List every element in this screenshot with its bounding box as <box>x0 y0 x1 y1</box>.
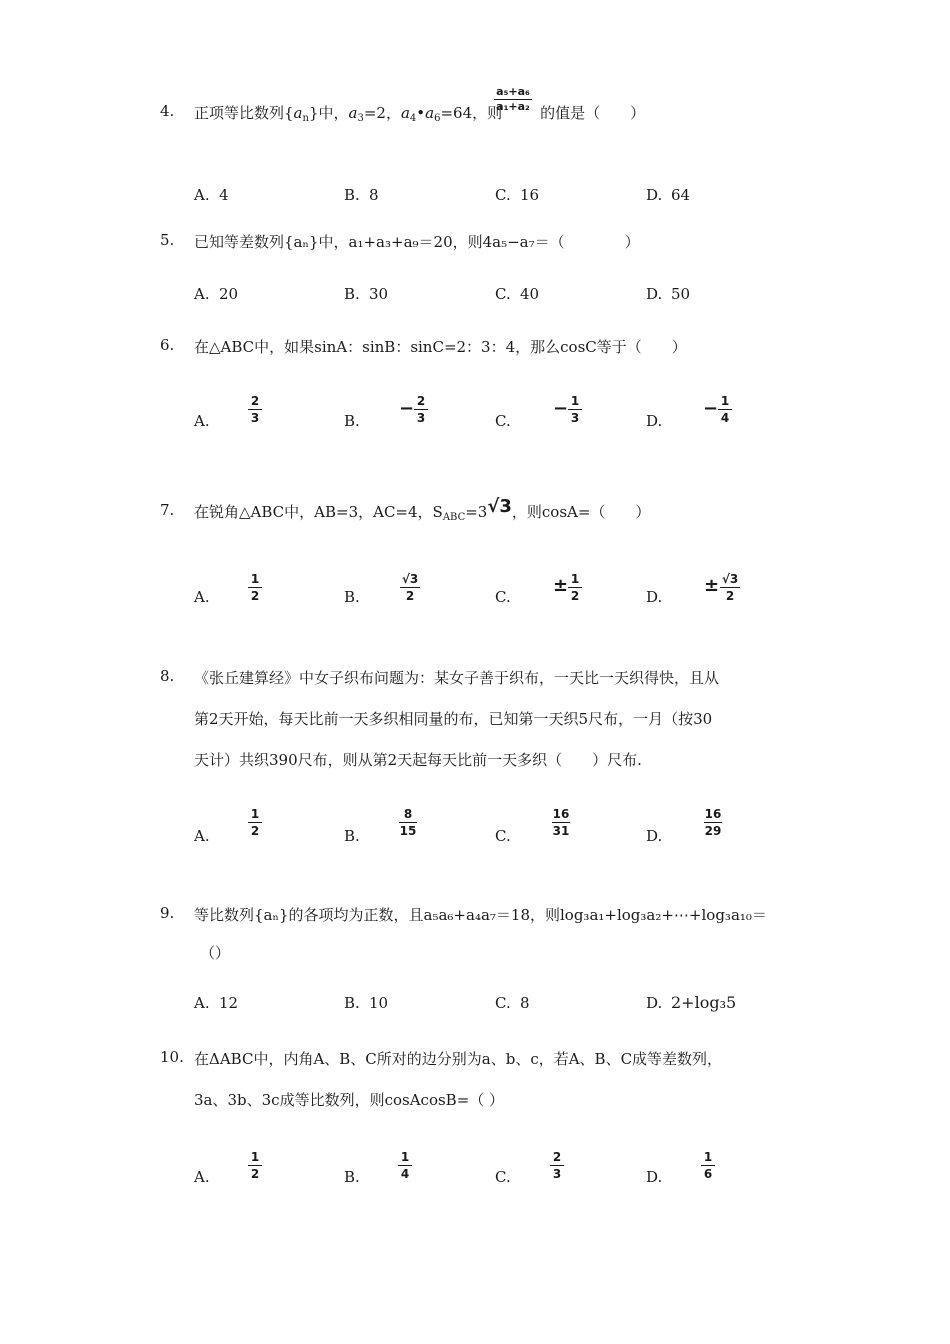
option-a[interactable] <box>194 1136 344 1186</box>
fraction-numerator: 8 <box>403 807 413 821</box>
option-value: 50 <box>671 285 691 303</box>
option-value: 10 <box>369 994 389 1012</box>
option-d[interactable] <box>646 253 796 303</box>
option-label: A. <box>194 994 210 1012</box>
fraction-numerator: 1 <box>570 572 580 586</box>
option-label: A. <box>194 186 210 204</box>
stem-line-1: 在ΔABC中，内角A、B、C所对的边分别为a、b、c，若A、B、C成等差数列， <box>194 1050 723 1068</box>
option-value: 8 <box>369 186 379 204</box>
option-label: B. <box>344 827 360 845</box>
question-number: 9. <box>160 904 175 922</box>
option-c[interactable] <box>495 962 645 1012</box>
plus-minus-sign: ± <box>704 575 720 596</box>
fraction-denominator: 2 <box>725 589 735 603</box>
stem-text: }中， <box>308 104 349 122</box>
plus-minus-sign: ± <box>553 575 569 596</box>
question-stem: 已知等差数列{aₙ}中，a₁+a₃+a₉＝20，则4a₅−a₇＝（ ） <box>194 233 640 251</box>
option-c[interactable] <box>495 253 645 303</box>
option-b[interactable] <box>344 962 494 1012</box>
option-a[interactable] <box>194 962 344 1012</box>
option-fraction <box>718 394 732 425</box>
fraction-numerator: 1 <box>250 1150 260 1164</box>
option-c[interactable] <box>495 380 645 430</box>
fraction-bar <box>248 409 262 410</box>
stem-text: 正项等比数列{ <box>194 104 294 122</box>
option-d[interactable] <box>646 962 796 1012</box>
option-fraction <box>568 394 582 425</box>
stem-var: a <box>348 104 358 122</box>
fraction-denominator: 2 <box>250 589 260 603</box>
option-a[interactable] <box>194 253 344 303</box>
stem-text: =2， <box>363 104 401 122</box>
fraction-bar <box>399 822 417 823</box>
question-stem <box>194 496 651 523</box>
fraction-numerator: 2 <box>250 394 260 408</box>
stem-var: a <box>400 104 410 122</box>
fraction-denominator: 3 <box>552 1167 562 1181</box>
fraction-bar <box>248 587 262 588</box>
option-d[interactable] <box>646 556 796 606</box>
stem-sub: 6 <box>434 113 441 124</box>
fraction-numerator: 1 <box>250 807 260 821</box>
fraction-bar <box>414 409 428 410</box>
stem-text: ，则cosA=（ ） <box>511 503 651 521</box>
stem-text: 在锐角△ABC中，AB=3，AC=4，S <box>194 503 443 521</box>
stem-text: =3 <box>465 503 488 521</box>
fraction-bar <box>398 1165 412 1166</box>
fraction-denominator: 3 <box>416 411 426 425</box>
minus-sign: − <box>553 398 569 419</box>
fraction-bar <box>400 587 420 588</box>
option-label: C. <box>495 186 511 204</box>
option-fraction <box>550 1150 564 1181</box>
question-stem: 在△ABC中，如果sinA：sinB：sinC=2：3：4，那么cosC等于（ ） <box>194 338 687 356</box>
stem-fraction <box>494 86 532 113</box>
option-label: A. <box>194 1168 210 1186</box>
stem-sub: n <box>302 113 309 124</box>
option-c[interactable] <box>495 1136 645 1186</box>
fraction-denominator: 2 <box>250 1167 260 1181</box>
option-a[interactable] <box>194 795 344 845</box>
fraction-denominator: 31 <box>552 824 570 838</box>
option-fraction <box>568 572 582 603</box>
option-a[interactable] <box>194 380 344 430</box>
option-label: B. <box>344 588 360 606</box>
fraction-denominator: 15 <box>399 824 417 838</box>
option-b[interactable] <box>344 154 494 204</box>
question-number: 6. <box>160 336 175 354</box>
option-fraction <box>701 1150 715 1181</box>
question-number: 7. <box>160 501 175 519</box>
option-label: D. <box>646 1168 663 1186</box>
option-value: 16 <box>520 186 540 204</box>
option-b[interactable] <box>344 795 494 845</box>
option-label: A. <box>194 285 210 303</box>
fraction-denominator: a₁+a₂ <box>496 100 530 113</box>
options <box>194 380 754 430</box>
fraction-bar <box>248 1165 262 1166</box>
stem-var: a <box>293 104 303 122</box>
fraction-numerator: √3 <box>721 572 739 586</box>
fraction-numerator: 16 <box>704 807 722 821</box>
fraction-numerator: 1 <box>703 1150 713 1164</box>
fraction-bar <box>720 587 740 588</box>
fraction-bar <box>701 1165 715 1166</box>
option-label: C. <box>495 285 511 303</box>
fraction-denominator: 3 <box>250 411 260 425</box>
option-c[interactable] <box>495 154 645 204</box>
fraction-numerator: 1 <box>570 394 580 408</box>
fraction-numerator: 2 <box>416 394 426 408</box>
stem-line-2: （） <box>200 944 231 962</box>
option-fraction <box>414 394 428 425</box>
options <box>194 1136 754 1186</box>
option-value: 64 <box>671 186 691 204</box>
fraction-denominator: 2 <box>570 589 580 603</box>
fraction-denominator: 2 <box>250 824 260 838</box>
fraction-denominator: 29 <box>704 824 722 838</box>
stem-line-2: 第2天开始，每天比前一天多织相同量的布，已知第一天织5尺布，一月（按30 <box>194 710 713 728</box>
stem-line-2: 3a、3b、3c成等比数列，则cosAcosB=（ ） <box>194 1091 505 1109</box>
option-label: B. <box>344 186 360 204</box>
fraction-numerator: a₅+a₆ <box>496 85 530 98</box>
fraction-numerator: 1 <box>400 1150 410 1164</box>
option-d[interactable] <box>646 380 796 430</box>
option-label: D. <box>646 186 663 204</box>
option-value: 8 <box>520 994 530 1012</box>
minus-sign: − <box>399 398 415 419</box>
option-c[interactable] <box>495 556 645 606</box>
option-b[interactable] <box>344 380 494 430</box>
fraction-numerator: √3 <box>401 572 419 586</box>
option-fraction <box>248 572 262 603</box>
option-value: 4 <box>219 186 229 204</box>
fraction-numerator: 2 <box>552 1150 562 1164</box>
stem-text: 的值是（ ） <box>540 104 646 122</box>
stem-sub: 3 <box>357 113 364 124</box>
question-number: 10. <box>160 1048 184 1066</box>
stem-dot: • <box>416 104 426 122</box>
option-fraction <box>248 1150 262 1181</box>
fraction-denominator: 2 <box>405 589 415 603</box>
fraction-numerator: 1 <box>250 572 260 586</box>
option-label: D. <box>646 588 663 606</box>
stem-sub: 4 <box>409 113 417 124</box>
option-fraction <box>552 807 570 838</box>
option-label: B. <box>344 285 360 303</box>
minus-sign: − <box>703 398 719 419</box>
options <box>194 253 754 303</box>
option-label: C. <box>495 994 511 1012</box>
option-label: A. <box>194 827 210 845</box>
option-b[interactable] <box>344 556 494 606</box>
options <box>194 962 754 1012</box>
option-d[interactable] <box>646 1136 796 1186</box>
option-label: B. <box>344 994 360 1012</box>
options <box>194 795 754 845</box>
question-number: 5. <box>160 231 175 249</box>
option-fraction <box>704 807 722 838</box>
fraction-numerator: 16 <box>552 807 570 821</box>
option-a[interactable] <box>194 556 344 606</box>
option-label: C. <box>495 827 511 845</box>
fraction-numerator: 1 <box>720 394 730 408</box>
stem-line-1: 《张丘建算经》中女子织布问题为：某女子善于织布，一天比一天织得快，且从 <box>194 669 720 687</box>
fraction-denominator: 6 <box>703 1167 713 1181</box>
option-label: A. <box>194 588 210 606</box>
option-fraction <box>248 807 262 838</box>
option-label: D. <box>646 285 663 303</box>
option-value: 12 <box>219 994 239 1012</box>
question-stem <box>194 102 645 124</box>
option-value: 40 <box>520 285 540 303</box>
options <box>194 154 754 204</box>
fraction-denominator: 4 <box>400 1167 410 1181</box>
option-c[interactable] <box>495 795 645 845</box>
fraction-bar <box>704 822 722 823</box>
option-label: C. <box>495 1168 511 1186</box>
fraction-denominator: 4 <box>720 411 730 425</box>
option-value: 20 <box>219 285 239 303</box>
option-d[interactable] <box>646 795 796 845</box>
stem-line-3: 天计）共织390尺布，则从第2天起每天比前一天多织（ ）尺布. <box>194 751 642 769</box>
stem-var: a <box>425 104 435 122</box>
option-fraction <box>720 572 740 603</box>
option-d[interactable] <box>646 154 796 204</box>
options <box>194 556 754 606</box>
option-label: B. <box>344 1168 360 1186</box>
option-value: 30 <box>369 285 389 303</box>
option-b[interactable] <box>344 253 494 303</box>
option-fraction <box>400 572 420 603</box>
option-label: D. <box>646 412 663 430</box>
fraction-denominator: 3 <box>570 411 580 425</box>
stem-text: =64，则 <box>440 104 503 122</box>
fraction-bar <box>568 587 582 588</box>
stem-sub: ABC <box>442 512 466 523</box>
question-number: 4. <box>160 102 175 120</box>
option-label: C. <box>495 412 511 430</box>
question-number: 8. <box>160 667 175 685</box>
option-fraction <box>399 807 417 838</box>
option-b[interactable] <box>344 1136 494 1186</box>
fraction-bar <box>550 1165 564 1166</box>
option-label: A. <box>194 412 210 430</box>
option-label: C. <box>495 588 511 606</box>
fraction-bar <box>248 822 262 823</box>
option-label: D. <box>646 994 663 1012</box>
stem-line-1: 等比数列{aₙ}的各项均为正数，且a₅a₆+a₄a₇＝18，则log₃a₁+log₃a₂+⋯+log₃a₁₀＝ <box>194 906 767 924</box>
option-fraction <box>398 1150 412 1181</box>
option-label: D. <box>646 827 663 845</box>
fraction-bar <box>568 409 582 410</box>
option-value: 2+log₃5 <box>671 993 737 1012</box>
fraction-bar <box>552 822 570 823</box>
fraction-bar <box>718 409 732 410</box>
sqrt-three: √3 <box>487 496 512 517</box>
option-fraction <box>248 394 262 425</box>
option-a[interactable] <box>194 154 344 204</box>
option-label: B. <box>344 412 360 430</box>
